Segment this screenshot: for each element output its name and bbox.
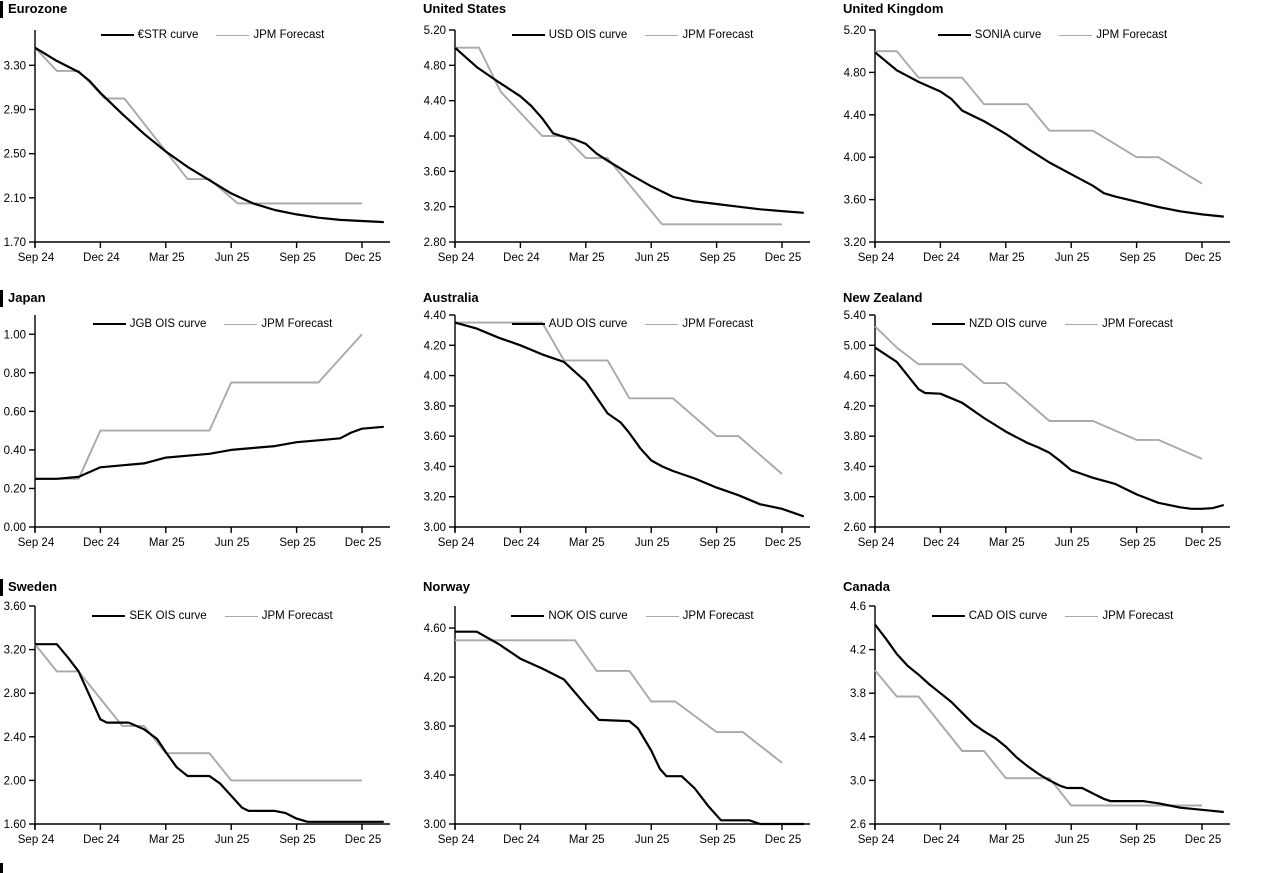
legend-label: JPM Forecast	[682, 29, 754, 41]
legend-label: SEK OIS curve	[129, 610, 207, 622]
y-tick-label: 2.40	[3, 731, 26, 744]
legend-label: JPM Forecast	[682, 318, 754, 330]
y-tick-label: 3.00	[843, 491, 866, 504]
y-tick-label: 2.80	[423, 237, 446, 249]
x-tick-label: Dec 24	[503, 252, 540, 264]
x-tick-label: Mar 25	[148, 834, 185, 846]
series-line-ois	[455, 48, 804, 213]
chart-panel-united-states	[420, 0, 840, 285]
x-tick-label: Sep 25	[1119, 537, 1156, 549]
line-chart-norway	[420, 570, 840, 873]
legend-label: JPM Forecast	[261, 610, 333, 622]
x-tick-label: Sep 24	[17, 537, 55, 549]
line-chart-sweden	[0, 570, 420, 873]
x-tick-label: Dec 24	[83, 834, 120, 846]
series-line-ois	[455, 632, 804, 824]
x-tick-label: Mar 25	[568, 537, 605, 549]
y-tick-label: 0.60	[3, 406, 26, 419]
chart-title: Japan	[8, 290, 46, 305]
x-tick-label: Sep 25	[699, 252, 736, 264]
series-line-ois	[455, 323, 804, 517]
series-line-forecast	[455, 640, 782, 763]
x-tick-label: Sep 24	[437, 834, 475, 846]
chart-title: New Zealand	[843, 290, 923, 305]
x-tick-label: Dec 25	[764, 252, 802, 264]
y-tick-label: 5.00	[843, 340, 866, 353]
legend-label: €STR curve	[137, 29, 199, 41]
y-tick-label: 4.80	[843, 67, 866, 80]
series-line-forecast	[35, 644, 362, 780]
section-marker-bar-partial	[0, 863, 3, 873]
x-tick-label: Jun 25	[634, 834, 670, 846]
chart-title: United Kingdom	[843, 1, 944, 16]
chart-title: Eurozone	[8, 1, 68, 16]
x-tick-label: Mar 25	[568, 252, 605, 264]
y-tick-label: 2.6	[850, 819, 866, 831]
y-tick-label: 3.60	[423, 431, 446, 444]
line-chart-eurozone	[0, 0, 420, 285]
x-tick-label: Mar 25	[148, 252, 185, 264]
chart-title: United States	[423, 1, 507, 16]
y-tick-label: 3.60	[423, 166, 446, 179]
series-line-forecast	[875, 51, 1202, 184]
y-tick-label: 3.00	[423, 819, 446, 831]
y-tick-label: 3.00	[423, 522, 446, 534]
series-line-ois	[875, 625, 1224, 813]
chart-panel-australia	[420, 285, 840, 570]
legend-label: CAD OIS curve	[968, 610, 1048, 622]
x-tick-label: Jun 25	[1054, 834, 1090, 846]
legend-label: JPM Forecast	[682, 610, 754, 622]
series-line-forecast	[455, 48, 782, 225]
y-tick-label: 5.20	[423, 25, 446, 37]
y-tick-label: 2.00	[3, 775, 26, 788]
legend-label: NZD OIS curve	[969, 318, 1048, 330]
y-tick-label: 4.20	[843, 400, 866, 413]
y-tick-label: 2.50	[3, 148, 26, 161]
y-tick-label: 1.60	[3, 819, 26, 831]
y-tick-label: 2.90	[3, 104, 26, 117]
series-line-forecast	[455, 323, 782, 474]
chart-title: Australia	[423, 290, 479, 305]
legend-label: AUD OIS curve	[548, 318, 628, 330]
y-tick-label: 3.8	[850, 688, 866, 701]
y-tick-label: 4.80	[423, 60, 446, 73]
legend-label: JPM Forecast	[1102, 318, 1173, 330]
x-tick-label: Jun 25	[634, 537, 670, 549]
legend-label: JPM Forecast	[253, 29, 325, 41]
x-tick-label: Dec 25	[1184, 252, 1222, 264]
y-tick-label: 2.10	[3, 192, 26, 205]
y-tick-label: 1.70	[3, 237, 26, 249]
series-line-ois	[35, 48, 384, 222]
x-tick-label: Dec 25	[764, 834, 802, 846]
x-tick-label: Dec 25	[764, 537, 802, 549]
y-tick-label: 3.40	[423, 461, 446, 474]
chart-panel-new-zealand	[840, 285, 1264, 570]
y-tick-label: 2.60	[843, 522, 866, 534]
y-tick-label: 4.00	[843, 152, 866, 165]
line-chart-united-states	[420, 0, 840, 285]
y-tick-label: 3.20	[3, 644, 26, 657]
legend-label: JPM Forecast	[1096, 29, 1168, 41]
x-tick-label: Sep 24	[857, 252, 895, 264]
x-tick-label: Jun 25	[634, 252, 670, 264]
y-tick-label: 4.6	[850, 601, 866, 613]
series-line-ois	[875, 348, 1224, 509]
x-tick-label: Sep 24	[437, 252, 475, 264]
x-tick-label: Sep 25	[279, 252, 316, 264]
y-tick-label: 2.80	[3, 688, 26, 701]
line-chart-new-zealand	[840, 285, 1264, 570]
y-tick-label: 0.40	[3, 444, 26, 457]
x-tick-label: Dec 25	[344, 834, 382, 846]
chart-panel-eurozone	[0, 0, 420, 285]
y-tick-label: 3.60	[843, 194, 866, 207]
y-tick-label: 3.20	[423, 201, 446, 214]
x-tick-label: Sep 24	[857, 834, 895, 846]
series-line-forecast	[35, 48, 362, 204]
x-tick-label: Mar 25	[988, 537, 1025, 549]
x-tick-label: Jun 25	[214, 537, 250, 549]
y-tick-label: 3.4	[850, 731, 866, 744]
x-tick-label: Sep 25	[279, 834, 316, 846]
legend-label: USD OIS curve	[548, 29, 628, 41]
x-tick-label: Jun 25	[214, 834, 250, 846]
x-tick-label: Mar 25	[988, 252, 1025, 264]
x-tick-label: Dec 25	[344, 537, 382, 549]
line-chart-australia	[420, 285, 840, 570]
series-line-ois	[35, 644, 384, 822]
y-tick-label: 4.40	[843, 109, 866, 122]
x-tick-label: Dec 24	[503, 537, 540, 549]
x-tick-label: Sep 24	[857, 537, 895, 549]
y-tick-label: 5.20	[843, 25, 866, 37]
x-tick-label: Dec 25	[344, 252, 382, 264]
x-tick-label: Dec 24	[923, 537, 960, 549]
x-tick-label: Mar 25	[988, 834, 1025, 846]
y-tick-label: 0.80	[3, 367, 26, 380]
legend-label: SONIA curve	[974, 29, 1042, 41]
y-tick-label: 3.0	[850, 775, 866, 788]
series-line-ois	[35, 427, 384, 479]
y-tick-label: 4.00	[423, 370, 446, 383]
legend-label: JGB OIS curve	[129, 318, 207, 330]
y-tick-label: 5.40	[843, 310, 866, 322]
x-tick-label: Jun 25	[1054, 252, 1090, 264]
chart-title: Canada	[843, 579, 890, 594]
x-tick-label: Dec 24	[83, 252, 120, 264]
y-tick-label: 3.80	[843, 431, 866, 444]
y-tick-label: 3.20	[423, 491, 446, 504]
y-tick-label: 4.60	[423, 623, 446, 636]
x-tick-label: Sep 24	[17, 252, 55, 264]
chart-panel-sweden	[0, 570, 420, 873]
x-tick-label: Sep 25	[279, 537, 316, 549]
x-tick-label: Dec 25	[1184, 537, 1222, 549]
y-tick-label: 3.40	[423, 770, 446, 783]
x-tick-label: Sep 24	[437, 537, 475, 549]
line-chart-united-kingdom	[840, 0, 1264, 285]
y-tick-label: 0.20	[3, 483, 26, 496]
y-tick-label: 4.60	[843, 370, 866, 383]
y-tick-label: 4.20	[423, 340, 446, 353]
x-tick-label: Dec 24	[923, 834, 960, 846]
y-tick-label: 3.30	[3, 60, 26, 73]
x-tick-label: Sep 24	[17, 834, 55, 846]
chart-title: Sweden	[8, 579, 58, 594]
x-tick-label: Mar 25	[148, 537, 185, 549]
x-tick-label: Sep 25	[699, 537, 736, 549]
x-tick-label: Sep 25	[1119, 834, 1156, 846]
y-tick-label: 4.2	[850, 644, 866, 657]
y-tick-label: 3.40	[843, 461, 866, 474]
x-tick-label: Sep 25	[1119, 252, 1156, 264]
legend-label: JPM Forecast	[261, 318, 333, 330]
y-tick-label: 3.60	[3, 601, 26, 613]
y-tick-label: 0.00	[3, 522, 26, 534]
line-chart-canada	[840, 570, 1264, 873]
x-tick-label: Dec 24	[83, 537, 120, 549]
x-tick-label: Dec 24	[923, 252, 960, 264]
y-tick-label: 3.80	[423, 400, 446, 413]
y-tick-label: 4.20	[423, 672, 446, 685]
chart-panel-united-kingdom	[840, 0, 1264, 285]
x-tick-label: Jun 25	[214, 252, 250, 264]
chart-panel-japan	[0, 285, 420, 570]
y-tick-label: 4.00	[423, 131, 446, 143]
y-tick-label: 4.40	[423, 95, 446, 108]
series-line-forecast	[875, 670, 1202, 805]
legend-label: NOK OIS curve	[548, 610, 628, 622]
chart-title: Norway	[423, 579, 470, 594]
x-tick-label: Dec 25	[1184, 834, 1222, 846]
series-line-forecast	[35, 334, 362, 479]
line-chart-japan	[0, 285, 420, 570]
y-tick-label: 1.00	[3, 329, 26, 342]
x-tick-label: Mar 25	[568, 834, 605, 846]
legend-label: JPM Forecast	[1102, 610, 1174, 622]
y-tick-label: 3.20	[843, 237, 866, 249]
x-tick-label: Jun 25	[1054, 537, 1090, 549]
y-tick-label: 3.80	[423, 721, 446, 734]
chart-panel-canada	[840, 570, 1264, 873]
x-tick-label: Sep 25	[699, 834, 736, 846]
x-tick-label: Dec 24	[503, 834, 540, 846]
chart-panel-norway	[420, 570, 840, 873]
y-tick-label: 4.40	[423, 310, 446, 322]
